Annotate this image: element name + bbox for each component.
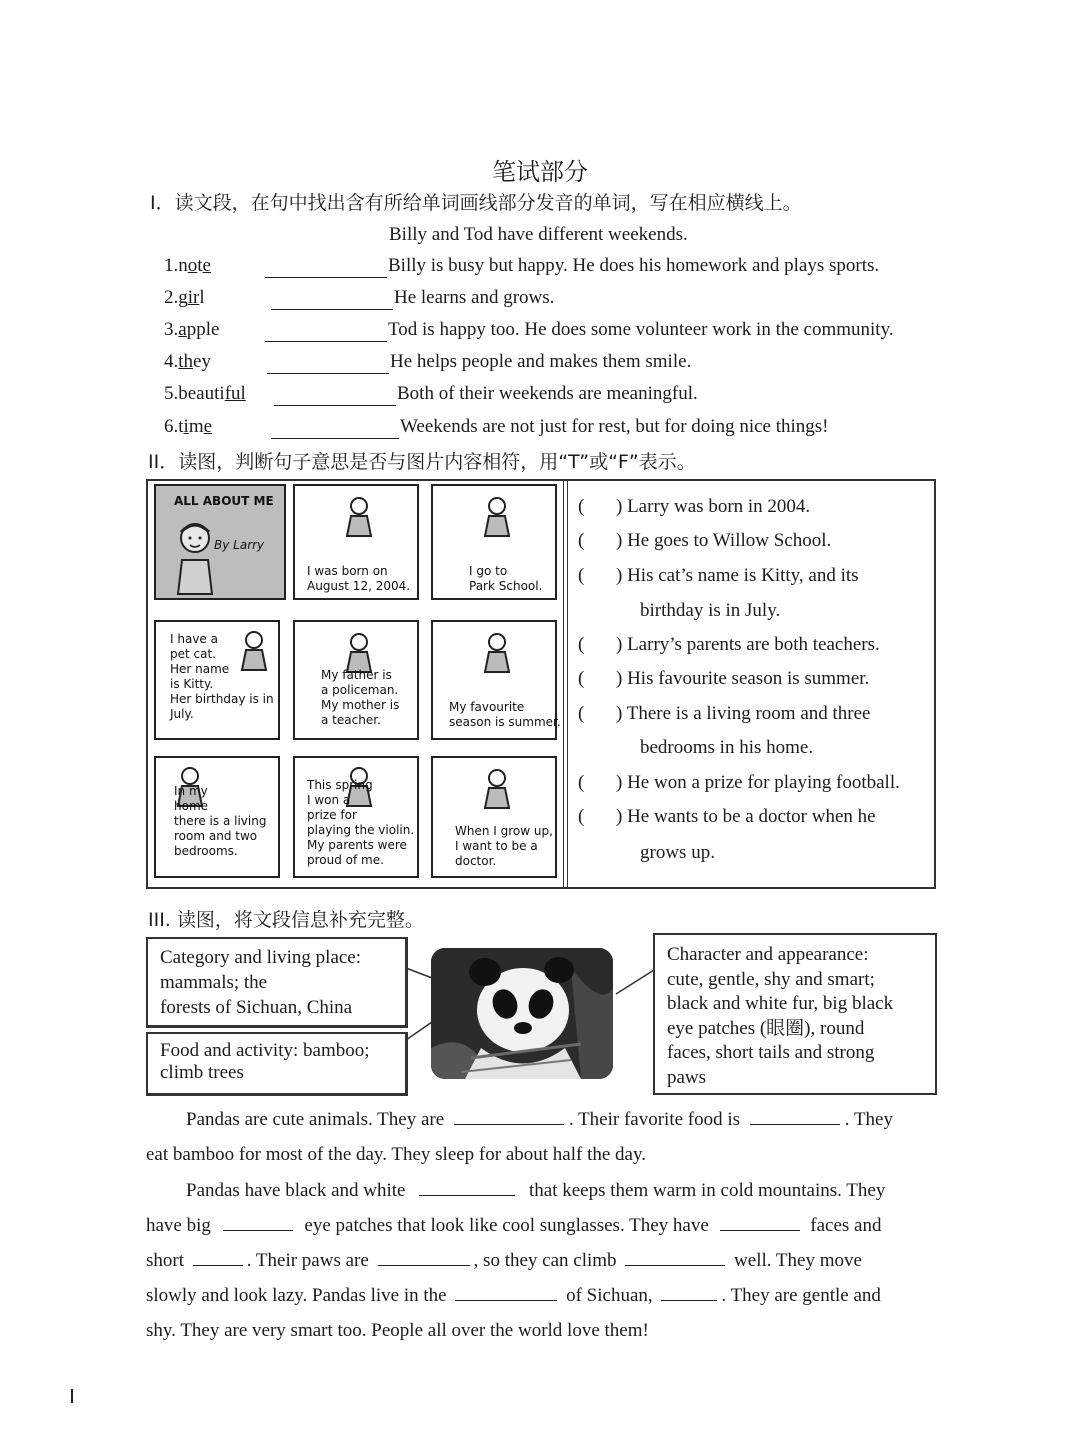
passage-line xyxy=(146,1320,649,1342)
page-title: 笔试部分 xyxy=(492,158,588,186)
word-part: t xyxy=(178,416,184,437)
section1-sentence: Tod is happy too. He does some volunteer work in the community. xyxy=(388,319,894,340)
passage-line xyxy=(146,1214,881,1237)
panda-photo xyxy=(431,948,613,1079)
info-line: climb trees xyxy=(160,1062,244,1083)
keyword xyxy=(164,255,211,276)
answer-parenthesis[interactable]: ( xyxy=(578,772,585,793)
judgement-text: ) There is a living room and three xyxy=(616,703,871,724)
passage-text: have big xyxy=(146,1215,216,1236)
passage-text: slowly and look lazy. Pandas live in the xyxy=(146,1285,452,1306)
section1-heading: I．读文段，在句中找出含有所给单词画线部分发音的单词，写在相应横线上。 xyxy=(150,192,802,214)
section1-row xyxy=(164,287,205,309)
illustration-icon xyxy=(477,494,517,538)
passage-text: . Their favorite food is xyxy=(568,1109,745,1130)
passage-text: Pandas are cute animals. They are xyxy=(186,1109,449,1130)
answer-parenthesis[interactable]: ( xyxy=(578,565,585,586)
judgement-text: ) He won a prize for playing football. xyxy=(616,772,900,793)
passage-text: eat bamboo for most of the day. They sleep for about half the day. xyxy=(146,1144,647,1165)
comic-panel-text: My favourite season is summer. xyxy=(449,700,561,729)
judgement-text: grows up. xyxy=(640,842,715,863)
section1-row xyxy=(164,255,211,277)
passage-line xyxy=(186,1179,885,1202)
answer-blank[interactable] xyxy=(625,1249,725,1266)
word-part: beauti xyxy=(178,383,225,404)
answer-blank[interactable] xyxy=(265,261,387,278)
passage-text: faces and xyxy=(805,1215,882,1236)
info-line: cute, gentle, shy and smart; xyxy=(667,968,875,990)
underlined-letters: ir xyxy=(187,287,200,308)
answer-blank[interactable] xyxy=(267,357,389,374)
comic-cover-panel xyxy=(154,484,286,600)
comic-panel xyxy=(154,620,280,740)
word-part: 5. xyxy=(164,383,179,404)
info-line: eye patches (眼圈), round xyxy=(667,1017,865,1039)
comic-panel xyxy=(431,484,557,600)
keyword xyxy=(164,287,205,308)
word-part: n xyxy=(178,255,188,276)
comic-panel xyxy=(293,620,419,740)
comic-panel-text: I was born on August 12, 2004. xyxy=(307,564,411,593)
word-part: pple xyxy=(186,319,220,340)
keyword xyxy=(164,319,219,340)
info-line: Category and living place: xyxy=(160,947,362,968)
judgement-text: ) His cat’s name is Kitty, and its xyxy=(616,565,859,586)
answer-blank[interactable] xyxy=(419,1179,515,1196)
passage-text: shy. They are very smart too. People all over the world love them! xyxy=(146,1320,649,1341)
comic-panel-text: When I grow up, I want to be a doctor. xyxy=(455,824,553,868)
section2-heading: II．读图，判断句子意思是否与图片内容相符，用“T”或“F”表示。 xyxy=(148,451,696,473)
passage-text: . They xyxy=(844,1109,893,1130)
info-line: faces, short tails and strong xyxy=(667,1042,875,1063)
section1-sentence: Both of their weekends are meaningful. xyxy=(397,383,698,404)
section1-row xyxy=(164,416,212,438)
word-part: ey xyxy=(193,351,211,372)
underlined-letters: i xyxy=(183,416,189,437)
answer-parenthesis[interactable]: ( xyxy=(578,806,585,827)
comic-cover-title: ALL ABOUT ME xyxy=(174,494,274,508)
answer-blank[interactable] xyxy=(193,1249,243,1266)
word-part: 1. xyxy=(164,255,179,276)
info-box-appearance xyxy=(653,933,937,1095)
info-box-category xyxy=(146,937,408,1028)
comic-panel xyxy=(431,620,561,740)
word-part: l xyxy=(199,287,205,308)
info-line: Character and appearance: xyxy=(667,944,869,965)
comic-panel-text: In my home there is a living room and two bedrooms. xyxy=(174,784,267,858)
answer-parenthesis[interactable]: ( xyxy=(578,634,585,655)
boy-drawing-icon xyxy=(170,516,220,596)
panda-icon xyxy=(431,948,613,1079)
judgement-text: birthday is in July. xyxy=(640,600,781,621)
comic-panel xyxy=(293,484,419,600)
answer-blank[interactable] xyxy=(720,1214,800,1231)
judgement-text: bedrooms in his home. xyxy=(640,737,814,758)
answer-parenthesis[interactable]: ( xyxy=(578,668,585,689)
passage-line xyxy=(186,1108,893,1131)
passage-text: well. They move xyxy=(729,1250,862,1271)
answer-blank[interactable] xyxy=(223,1214,293,1231)
info-line: mammals; the xyxy=(160,972,268,993)
underlined-letters: th xyxy=(178,351,194,372)
info-line: paws xyxy=(667,1066,707,1088)
info-box-food xyxy=(146,1032,408,1096)
answer-blank[interactable] xyxy=(454,1108,564,1125)
answer-parenthesis[interactable]: ( xyxy=(578,703,585,724)
illustration-icon xyxy=(477,630,517,674)
judgement-text: ) His favourite season is summer. xyxy=(616,668,870,689)
info-line: forests of Sichuan, China xyxy=(160,997,353,1018)
answer-blank[interactable] xyxy=(265,325,387,342)
illustration-icon xyxy=(339,494,379,538)
underlined-letters: o xyxy=(187,255,198,276)
underlined-letters: a xyxy=(178,319,187,340)
answer-parenthesis[interactable]: ( xyxy=(578,530,585,551)
section1-row xyxy=(164,351,211,373)
section1-sentence: Weekends are not just for rest, but for doing nice things! xyxy=(400,416,829,437)
answer-blank[interactable] xyxy=(271,422,399,439)
section3-heading: III. 读图，将文段信息补充完整。 xyxy=(148,909,424,931)
comic-panel-text: I go to Park School. xyxy=(469,564,543,593)
underlined-letters: e xyxy=(202,255,211,276)
passage-text: of Sichuan, xyxy=(561,1285,658,1306)
illustration-icon xyxy=(477,766,517,810)
passage-line xyxy=(146,1284,881,1307)
margin-mark xyxy=(71,1389,73,1403)
judgement-text: ) He wants to be a doctor when he xyxy=(616,806,876,827)
section1-sentence: Billy is busy but happy. He does his homework and plays sports. xyxy=(388,255,880,276)
info-line: black and white fur, big black xyxy=(667,993,894,1014)
comic-panel-text: I have a pet cat. Her name is Kitty. Her birthday is in July. xyxy=(170,632,274,721)
word-part: 3. xyxy=(164,319,179,340)
answer-blank[interactable] xyxy=(274,389,396,406)
passage-line xyxy=(146,1249,862,1272)
comic-panel-text: This spring I won a prize for playing the violin. My parents were proud of me. xyxy=(307,778,415,867)
word-part: 4. xyxy=(164,351,179,372)
info-line: Food and activity: bamboo; xyxy=(160,1040,370,1061)
word-part: g xyxy=(178,287,188,308)
keyword xyxy=(164,351,211,372)
answer-blank[interactable] xyxy=(750,1108,840,1125)
passage-text: short xyxy=(146,1250,189,1271)
answer-blank[interactable] xyxy=(661,1284,717,1301)
passage-text: that keeps them warm in cold mountains. They xyxy=(524,1180,886,1201)
judgement-text: ) He goes to Willow School. xyxy=(616,530,832,551)
answer-parenthesis[interactable]: ( xyxy=(578,496,585,517)
keyword xyxy=(164,383,246,404)
word-part: 2. xyxy=(164,287,179,308)
passage-line xyxy=(146,1144,646,1166)
answer-blank[interactable] xyxy=(271,293,393,310)
answer-blank[interactable] xyxy=(455,1284,557,1301)
judgement-text: ) Larry’s parents are both teachers. xyxy=(616,634,880,655)
keyword xyxy=(164,416,212,437)
comic-panel xyxy=(293,756,419,878)
word-part: m xyxy=(188,416,204,437)
section1-passage-title: Billy and Tod have different weekends. xyxy=(389,224,688,245)
section1-row xyxy=(164,383,246,405)
answer-blank[interactable] xyxy=(378,1249,470,1266)
comic-panel xyxy=(154,756,280,878)
passage-text: . Their paws are xyxy=(246,1250,374,1271)
section1-sentence: He helps people and makes them smile. xyxy=(390,351,692,372)
passage-text: . They are gentle and xyxy=(721,1285,881,1306)
judgement-text: ) Larry was born in 2004. xyxy=(616,496,811,517)
section1-row xyxy=(164,319,219,341)
passage-text: Pandas have black and white xyxy=(186,1180,411,1201)
passage-text: eye patches that look like cool sunglasses. They have xyxy=(299,1215,714,1236)
underlined-letters: e xyxy=(203,416,213,437)
passage-text: , so they can climb xyxy=(473,1250,622,1271)
comic-panel xyxy=(431,756,557,878)
comic-panel-text: My father is a policeman. My mother is a teacher. xyxy=(321,668,400,727)
comic-cover-author: By Larry xyxy=(214,538,265,552)
section1-sentence: He learns and grows. xyxy=(394,287,555,308)
comic-divider xyxy=(563,479,568,889)
word-part: 6. xyxy=(164,416,179,437)
word-part: t xyxy=(197,255,203,276)
underlined-letters: ful xyxy=(224,383,246,404)
